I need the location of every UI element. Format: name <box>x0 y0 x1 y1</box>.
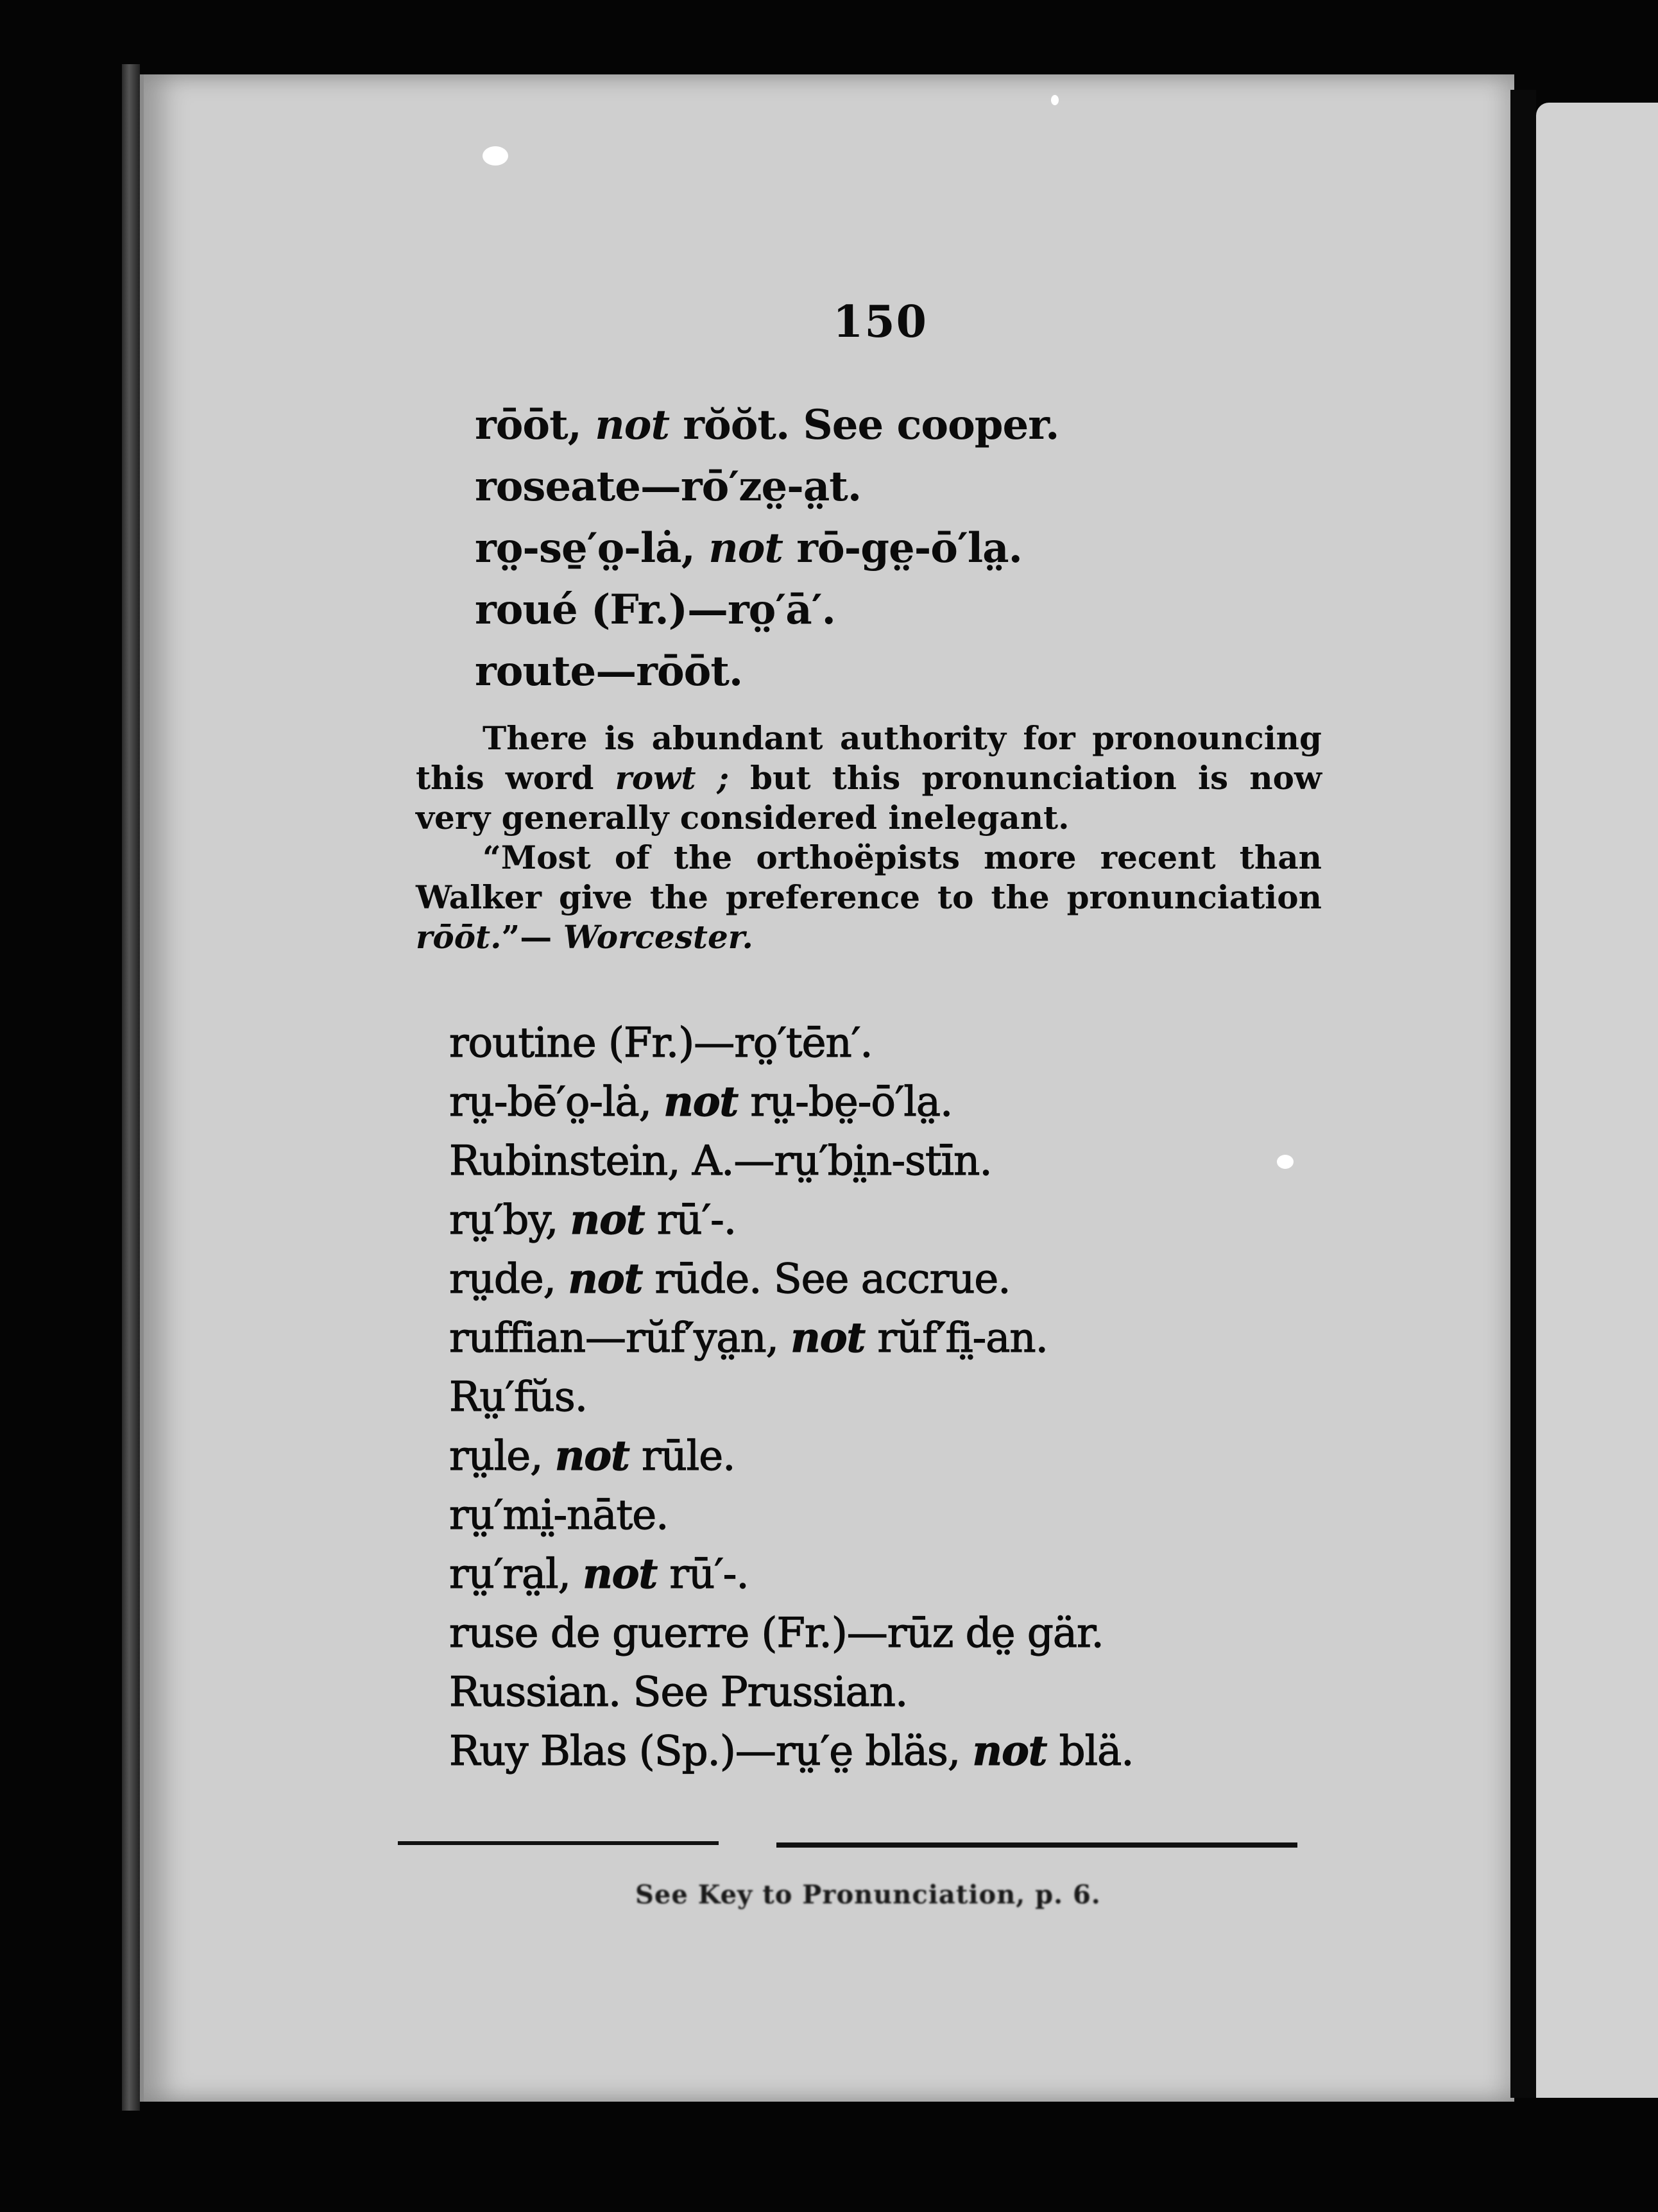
dictionary-entry: rṳ′mi̤-nāte. <box>449 1492 669 1539</box>
dictionary-entry: rṳle, not rūle. <box>449 1432 735 1480</box>
dictionary-entry: roseate—rō′ze̤-a̤t. <box>475 463 862 511</box>
next-page-edge <box>1536 103 1658 2098</box>
footer-rule-left <box>398 1841 719 1845</box>
citation: Worcester. <box>563 918 753 956</box>
dictionary-entry: Rubinstein, A.—rṳ′bi̤n-stīn. <box>449 1137 992 1185</box>
dictionary-entry: route—rōōt. <box>475 647 743 695</box>
footer-rule-right <box>776 1842 1297 1848</box>
dictionary-entry: rṳ-bē′o̤-lȧ, not rṳ-be̤-ō′la̤. <box>449 1078 953 1126</box>
dictionary-entry: Rṳ′fŭs. <box>449 1374 588 1421</box>
dictionary-entry: Ruy Blas (Sp.)—rṳ′e̤ bläs, not blä. <box>449 1727 1134 1775</box>
dictionary-entry: roué (Fr.)—ro̤′ā′. <box>475 586 835 634</box>
paper-speck <box>483 146 508 166</box>
dictionary-entry: rōōt, not rŏŏt. See cooper. <box>475 401 1059 449</box>
dictionary-entry: ruse de guerre (Fr.)—rūz de̤ gär. <box>449 1610 1104 1657</box>
dictionary-entry: rṳde, not rūde. See accrue. <box>449 1255 1011 1303</box>
dictionary-entry: rṳ′by, not rū′-. <box>449 1196 737 1244</box>
dictionary-entry: Russian. See Prussian. <box>449 1669 908 1716</box>
page-number: 150 <box>833 296 928 348</box>
note-paragraph: “Most of the orthoëpists more recent than Walker give the preference to the pronunciation rōōt.”— Worcester. <box>416 838 1322 956</box>
dictionary-entry: routine (Fr.)—ro̤′tēn′. <box>449 1019 873 1067</box>
note-paragraph: There is abundant authority for pronouncing this word rowt ; but this pronunciation is now very generally considered inelegant. <box>416 719 1322 837</box>
paper-speck <box>1051 95 1059 105</box>
dictionary-entry: ruffian—rŭf′ya̤n, not rŭf′fi̤-an. <box>449 1314 1048 1362</box>
entries-top <box>475 395 1373 702</box>
dictionary-entry: ro̤-se̱′o̤-lȧ, not rō-ge̤-ō′la̤. <box>475 524 1022 572</box>
entries-bottom <box>449 1014 1360 1781</box>
page-footer: See Key to Pronunciation, p. 6. <box>635 1880 1101 1910</box>
dictionary-entry: rṳ′ra̤l, not rū′-. <box>449 1550 749 1598</box>
book-gutter <box>1510 90 1536 2098</box>
page-edge <box>122 64 140 2111</box>
usage-note <box>416 719 1322 957</box>
